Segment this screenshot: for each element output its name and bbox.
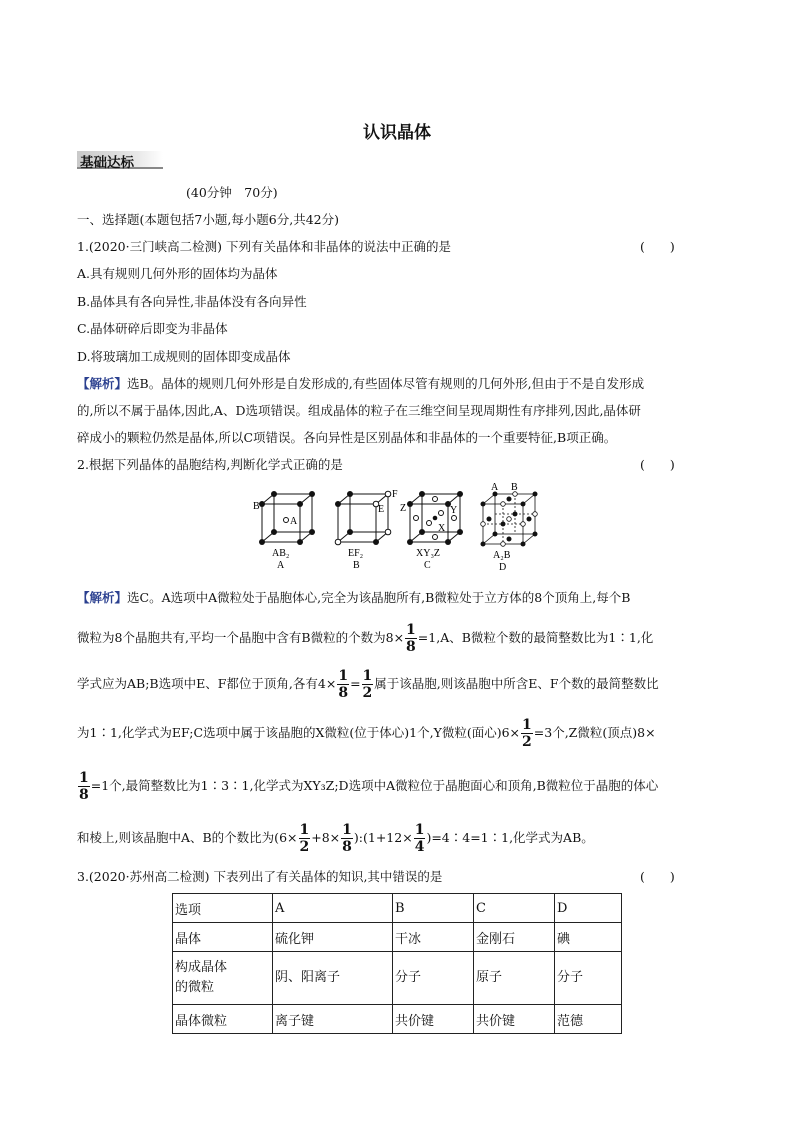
table-cell: B [393,894,474,923]
q1-answer-bracket: ( ) [640,239,675,254]
table-cell: 晶体微粒 [173,1005,273,1034]
denominator: 8 [406,639,416,655]
table-cell: 共价键 [393,1005,474,1034]
table-cell: 阴、阳离子 [273,952,393,1005]
crystal-cell-b [330,484,400,577]
fig-d-formula: A₂B [493,550,511,561]
fraction [521,717,533,750]
text-run: 学式应为AB;B选项中E、F都位于顶角,各有4× [77,676,337,691]
table-cell: 碘 [555,923,622,952]
fraction [78,770,90,803]
fig-d-label-b: B [511,482,518,493]
numerator: 1 [406,622,416,638]
denominator: 8 [342,839,352,855]
q1-option-c: C.晶体研碎后即变为非晶体 [77,321,228,336]
q1-analysis-tag: 【解析】 [77,376,128,391]
q3-answer-bracket: ( ) [640,869,675,884]
section-header [77,151,163,169]
numerator: 1 [338,668,349,684]
part1-heading: 一、选择题(本题包括7小题,每小题6分,共42分) [77,212,340,227]
table-cell: 硫化钾 [273,923,393,952]
crystal-cell-d [475,480,545,577]
fig-a-label-a: A [290,516,298,527]
q1-analysis-line: 碎成小的颗粒仍然是晶体,所以C项错误。各向异性是区别晶体和非晶体的一个重要特征,B项正确。 [77,430,617,445]
q2-stem: 2.根据下列晶体的晶胞结构,判断化学式正确的是 [77,457,343,472]
fraction [362,668,374,701]
text-run: = [350,676,361,691]
denominator: 2 [522,734,532,750]
table-row [173,1005,622,1034]
q1-analysis-text: 选B。晶体的规则几何外形是自发形成的,有些固体尽管有规则的几何外形,但由于不是自发形成 [127,376,645,391]
table-cell: A [273,894,393,923]
cell-line: 构成晶体 [175,960,228,975]
numerator: 1 [79,770,89,786]
numerator: 1 [362,668,373,684]
denominator: 8 [338,685,349,701]
fig-b-formula: EF₂ [348,548,364,559]
table-cell: 范德 [555,1005,622,1034]
fig-b-letter: B [353,560,360,571]
table-cell: 共价键 [474,1005,555,1034]
q1-analysis-line: 的,所以不属于晶体,因此,A、D选项错误。组成晶体的粒子在三维空间呈现周期性有序排列,因此,晶体研 [77,403,641,418]
fraction [414,822,426,855]
fig-c-formula: XY₃Z [416,548,441,559]
text-run: +8× [311,830,341,845]
q3-stem: 3.(2020·苏州高二检测) 下表列出了有关晶体的知识,其中错误的是 [77,869,443,884]
table-row [173,952,622,1005]
q2-analysis-line [77,822,594,855]
numerator: 1 [522,717,532,733]
fraction [341,822,353,855]
fig-a-label-b: B [253,501,260,512]
fig-a-formula: AB₂ [272,548,290,559]
numerator: 1 [299,822,310,838]
q1-stem: 1.(2020·三门峡高二检测) 下列有关晶体和非晶体的说法中正确的是 [77,239,451,254]
time-score: (40分钟 70分) [186,185,278,200]
fig-c-letter: C [424,560,431,571]
q2-analysis-text: 选C。A选项中A微粒处于晶胞体心,完全为该晶胞所有,B微粒处于立方体的8个顶角上,每个B [127,590,631,605]
table-row [173,894,622,923]
table-cell: 晶体 [173,923,273,952]
fig-c-label-x: X [438,523,446,534]
table-cell: 干冰 [393,923,474,952]
fraction [405,622,417,655]
q2-analysis-line [77,622,653,655]
table-cell: 选项 [173,894,273,923]
q1-analysis-line [77,374,644,392]
denominator: 8 [79,787,89,803]
fig-d-letter: D [499,562,507,573]
fig-c-label-z: Z [400,503,407,514]
page-title: 认识晶体 [363,123,431,143]
text-run: 为1∶1,化学式为EF;C选项中属于该晶胞的X微粒(位于体心)1个,Y微粒(面心)6× [77,725,521,740]
table-cell: 原子 [474,952,555,1005]
q2-analysis-line [77,770,658,803]
table-cell: C [474,894,555,923]
denominator: 2 [299,839,310,855]
fig-c-label-y: Y [450,505,458,516]
fig-b-label-e: E [378,504,385,515]
text-run: 微粒为8个晶胞共有,平均一个晶胞中含有B微粒的个数为8× [77,630,405,645]
crystal-cell-a [252,484,322,577]
denominator: 2 [362,685,373,701]
text-run: 属于该晶胞,则该晶胞中所含E、F个数的最简整数比 [374,676,659,691]
table-cell: 离子键 [273,1005,393,1034]
text-run: 和棱上,则该晶胞中A、B的个数比为(6× [77,830,298,845]
text-run: ):(1+12× [353,830,413,845]
q1-option-d: D.将玻璃加工成规则的固体即变成晶体 [77,349,291,364]
q1-option-b: B.晶体具有各向异性,非晶体没有各向异性 [77,294,307,309]
fig-a-letter: A [277,560,285,571]
table-cell: 分子 [393,952,474,1005]
q2-answer-bracket: ( ) [640,457,675,472]
crystal-knowledge-table [172,893,622,1034]
fraction [337,668,349,701]
q2-analysis-tag: 【解析】 [77,590,128,605]
text-run: =1,A、B微粒个数的最简整数比为1∶1,化 [417,630,654,645]
text-run: =1个,最简整数比为1∶3∶1,化学式为XY₃Z;D选项中A微粒位于晶胞面心和顶角,B微粒位于晶胞的体心 [90,778,659,793]
cell-line: 的微粒 [175,980,215,995]
table-cell: D [555,894,622,923]
section-label: 基础达标 [80,155,134,171]
text-run: =3个,Z微粒(顶点)8× [533,725,656,740]
numerator: 1 [414,822,425,838]
fraction [299,822,311,855]
text-run: )=4∶4=1∶1,化学式为AB。 [426,830,594,845]
denominator: 4 [414,839,425,855]
q1-option-a: A.具有规则几何外形的固体均为晶体 [77,266,278,281]
fig-d-label-a: A [491,482,499,493]
table-cell [173,952,273,1005]
table-cell: 分子 [555,952,622,1005]
q2-analysis-line [77,668,659,701]
table-row [173,923,622,952]
q2-analysis-line [77,588,630,606]
table-cell: 金刚石 [474,923,555,952]
fig-b-label-f: F [392,489,398,500]
numerator: 1 [342,822,352,838]
q2-analysis-line [77,717,656,750]
crystal-cell-c [400,484,470,577]
